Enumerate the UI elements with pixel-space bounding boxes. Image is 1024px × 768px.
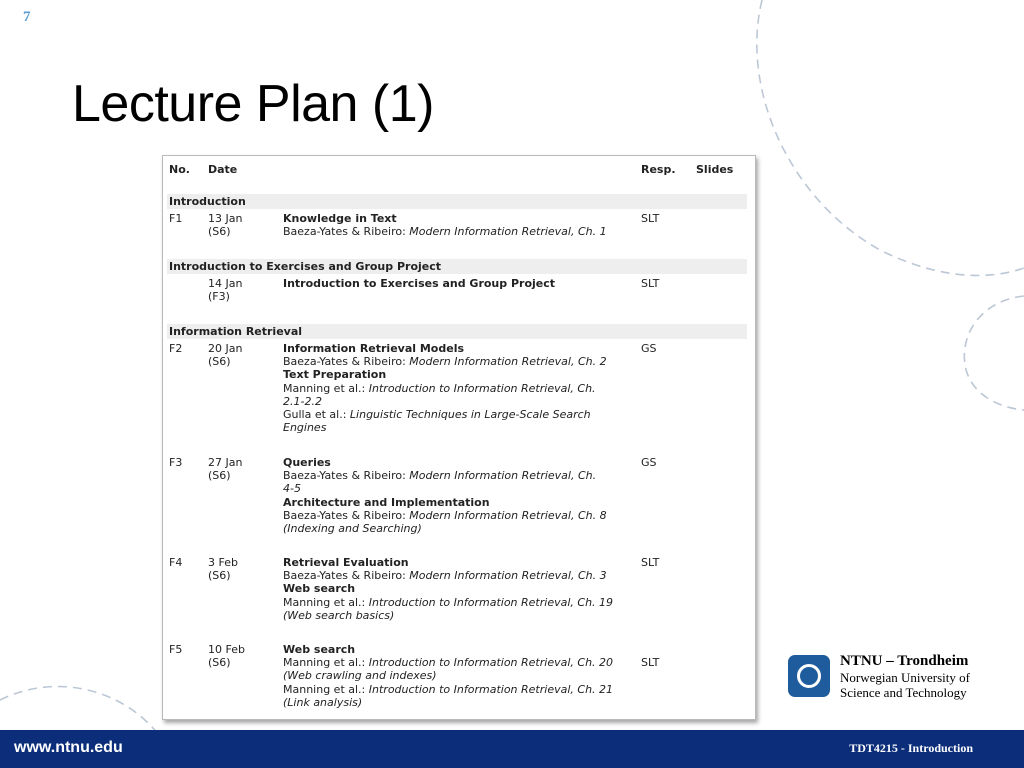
row-no: F2 [169,342,183,355]
room-text: (S6) [208,569,231,583]
row-resp: SLT [641,656,660,669]
footer-course: TDT4215 - Introduction [849,741,973,755]
reading-author: Baeza-Yates & Ribeiro: [283,569,410,583]
row-resp: SLT [641,556,660,569]
room-text: (S6) [208,225,231,239]
section-header: Introduction to Exercises and Group Project [167,259,747,274]
section-header: Information Retrieval [167,324,747,339]
reading-title: 4-5 [283,482,301,496]
row-content [283,342,638,434]
header-resp: Resp. [641,163,676,176]
date-text: 10 Feb [208,643,245,656]
reading-line [283,683,638,696]
reading-title: 2.1-2.2 [283,394,322,408]
reading-author: Baeza-Yates & Ribeiro: [283,469,410,483]
topic-title: Queries [283,456,331,469]
date-text: 14 Jan [208,277,243,290]
reading-line [283,696,638,709]
header-slides: Slides [696,163,734,176]
reading-title: Modern Information Retrieval, Ch. [409,469,597,483]
reading-line [283,596,638,609]
reading-author: Manning et al.: [283,595,369,609]
reading-title: Introduction to Information Retrieval, Ch. [368,381,596,395]
row-date [208,342,242,368]
reading-title: Modern Information Retrieval, Ch. 8 [409,508,607,522]
row-content [283,277,638,290]
reading-line [283,669,638,682]
row-resp: SLT [641,277,660,290]
reading-line [283,609,638,622]
row-resp: GS [641,342,657,355]
org-line-3: Science and Technology [840,685,967,700]
topic-title: Architecture and Implementation [283,495,490,509]
reading-title: Introduction to Information Retrieval, Ch. 20 [368,656,614,670]
reading-author: Manning et al.: [283,682,369,696]
reading-line [283,355,638,368]
lecture-plan-table [162,155,756,720]
slide-title: Lecture Plan (1) [72,75,434,133]
reading-author: Baeza-Yates & Ribeiro: [283,225,410,239]
reading-line [283,656,638,669]
row-content [283,212,638,238]
reading-line [283,408,638,421]
org-name: NTNU – Trondheim [840,653,969,669]
reading-line [283,569,638,582]
row-content [283,456,638,535]
reading-author: Gulla et al.: [283,408,350,422]
reading-author: Manning et al.: [283,656,369,670]
row-date [208,643,245,669]
topic-title: Web search [283,582,356,596]
row-resp: GS [641,456,657,469]
org-name-block [840,653,970,700]
reading-line [283,225,638,238]
date-text: 20 Jan [208,342,243,355]
footer-url: www.ntnu.edu [14,739,123,756]
reading-title: Introduction to Information Retrieval, Ch. 19 [368,595,614,609]
row-no: F4 [169,556,183,569]
row-date [208,212,242,238]
section-header: Introduction [167,194,747,209]
reading-line [283,395,638,408]
row-resp: SLT [641,212,660,225]
room-text: (S6) [208,355,231,369]
slide-number: 7 [23,9,31,25]
reading-line [283,382,638,395]
reading-author: Baeza-Yates & Ribeiro: [283,355,410,369]
header-date: Date [208,163,238,176]
reading-line [283,509,638,522]
topic-title: Web search [283,643,356,656]
reading-title: Modern Information Retrieval, Ch. 1 [409,225,607,239]
room-text: (S6) [208,656,231,670]
reading-line [283,482,638,495]
reading-title: (Web search basics) [283,608,395,622]
row-content [283,556,638,622]
topic-title: Retrieval Evaluation [283,556,409,569]
row-date [208,277,242,303]
reading-title: Modern Information Retrieval, Ch. 3 [409,569,607,583]
row-no: F1 [169,212,183,225]
row-content [283,643,638,709]
topic-title: Introduction to Exercises and Group Project [283,277,556,290]
reading-author: Baeza-Yates & Ribeiro: [283,508,410,522]
reading-line [283,469,638,482]
org-line-2: Norwegian University of [840,670,970,685]
header-no: No. [169,163,190,176]
reading-title: (Indexing and Searching) [283,522,422,536]
ntnu-logo-icon [788,655,830,697]
footer-bar [0,730,1024,768]
reading-line [283,522,638,535]
reading-author: Manning et al.: [283,381,369,395]
room-text: (F3) [208,290,230,304]
topic-title: Text Preparation [283,368,387,382]
row-no: F3 [169,456,183,469]
date-text: 3 Feb [208,556,238,569]
reading-title: Introduction to Information Retrieval, Ch. 21 [368,682,614,696]
reading-title: Engines [283,421,327,435]
row-date [208,556,238,582]
reading-line [283,421,638,434]
topic-title: Knowledge in Text [283,212,397,225]
topic-title: Information Retrieval Models [283,342,465,355]
reading-title: Linguistic Techniques in Large-Scale Search [349,408,591,422]
date-text: 13 Jan [208,212,243,225]
date-text: 27 Jan [208,456,243,469]
reading-title: (Web crawling and indexes) [283,669,437,683]
row-date [208,456,242,482]
reading-title: (Link analysis) [283,695,363,709]
room-text: (S6) [208,469,231,483]
row-no: F5 [169,643,183,656]
reading-title: Modern Information Retrieval, Ch. 2 [409,355,607,369]
